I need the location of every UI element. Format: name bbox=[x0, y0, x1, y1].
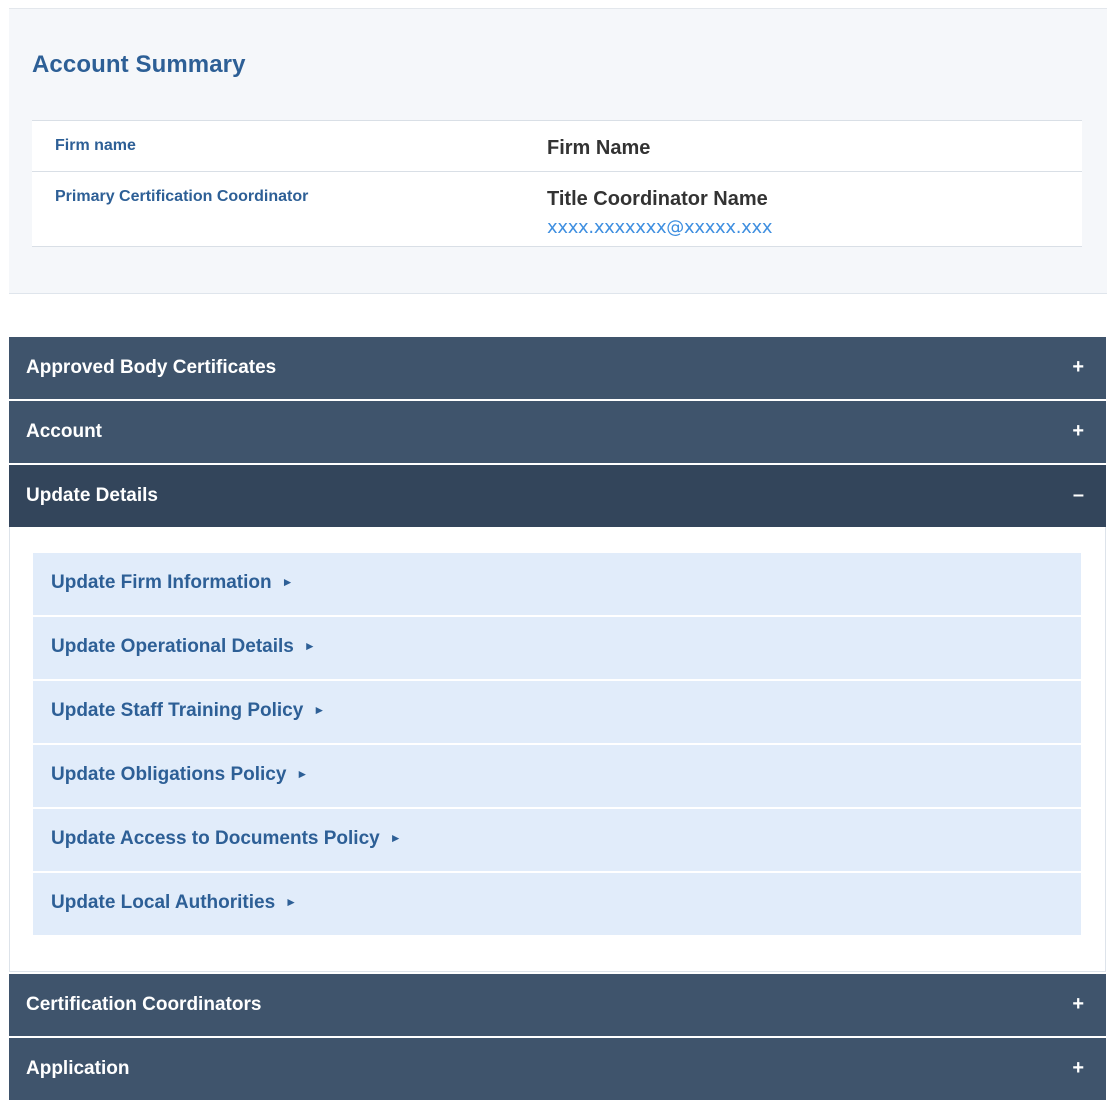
play-arrow-icon: ► bbox=[281, 575, 294, 589]
firm-name-label: Firm name bbox=[55, 137, 136, 154]
accordion-title: Approved Body Certificates bbox=[26, 357, 277, 378]
accordion-header-update-details[interactable] bbox=[9, 465, 1106, 527]
accordion-body-update-details bbox=[9, 527, 1106, 972]
accordion-title: Certification Coordinators bbox=[26, 994, 262, 1015]
account-summary-table bbox=[32, 120, 1082, 247]
expand-icon[interactable]: + bbox=[1072, 1057, 1084, 1079]
update-local-authorities-link[interactable] bbox=[33, 873, 1081, 935]
play-arrow-icon: ► bbox=[313, 703, 326, 717]
primary-coordinator-row bbox=[32, 172, 1082, 247]
update-details-link-list bbox=[33, 553, 1081, 937]
update-access-to-documents-policy-link[interactable] bbox=[33, 809, 1081, 871]
update-firm-information-link[interactable] bbox=[33, 553, 1081, 615]
play-arrow-icon: ► bbox=[303, 639, 316, 653]
link-label: Update Staff Training Policy bbox=[51, 700, 304, 721]
accordion-title: Application bbox=[26, 1058, 130, 1079]
primary-coordinator-label: Primary Certification Coordinator bbox=[55, 188, 309, 205]
account-summary-title: Account Summary bbox=[32, 51, 246, 78]
link-label: Update Access to Documents Policy bbox=[51, 828, 380, 849]
collapse-icon[interactable]: – bbox=[1072, 484, 1084, 506]
accordion-header-approved-body-certificates[interactable] bbox=[9, 337, 1106, 399]
dashboard-accordion bbox=[9, 337, 1106, 1102]
play-arrow-icon: ► bbox=[285, 895, 298, 909]
expand-icon[interactable]: + bbox=[1072, 420, 1084, 442]
accordion-header-account[interactable] bbox=[9, 401, 1106, 463]
accordion-title: Update Details bbox=[26, 485, 158, 506]
link-label: Update Operational Details bbox=[51, 636, 294, 657]
primary-coordinator-email-link[interactable]: xxxx.xxxxxxx@xxxxx.xxx bbox=[547, 217, 773, 238]
play-arrow-icon: ► bbox=[296, 767, 309, 781]
account-summary-panel bbox=[9, 8, 1107, 294]
update-staff-training-policy-link[interactable] bbox=[33, 681, 1081, 743]
expand-icon[interactable]: + bbox=[1072, 356, 1084, 378]
link-label: Update Obligations Policy bbox=[51, 764, 287, 785]
accordion-title: Account bbox=[26, 421, 102, 442]
update-obligations-policy-link[interactable] bbox=[33, 745, 1081, 807]
accordion-header-certification-coordinators[interactable] bbox=[9, 974, 1106, 1036]
primary-coordinator-name: Title Coordinator Name bbox=[547, 188, 768, 210]
accordion-header-application[interactable] bbox=[9, 1038, 1106, 1100]
play-arrow-icon: ► bbox=[389, 831, 402, 845]
link-label: Update Firm Information bbox=[51, 572, 272, 593]
link-label: Update Local Authorities bbox=[51, 892, 276, 913]
firm-name-row bbox=[32, 121, 1082, 172]
update-operational-details-link[interactable] bbox=[33, 617, 1081, 679]
firm-name-value: Firm Name bbox=[547, 137, 651, 159]
expand-icon[interactable]: + bbox=[1072, 993, 1084, 1015]
